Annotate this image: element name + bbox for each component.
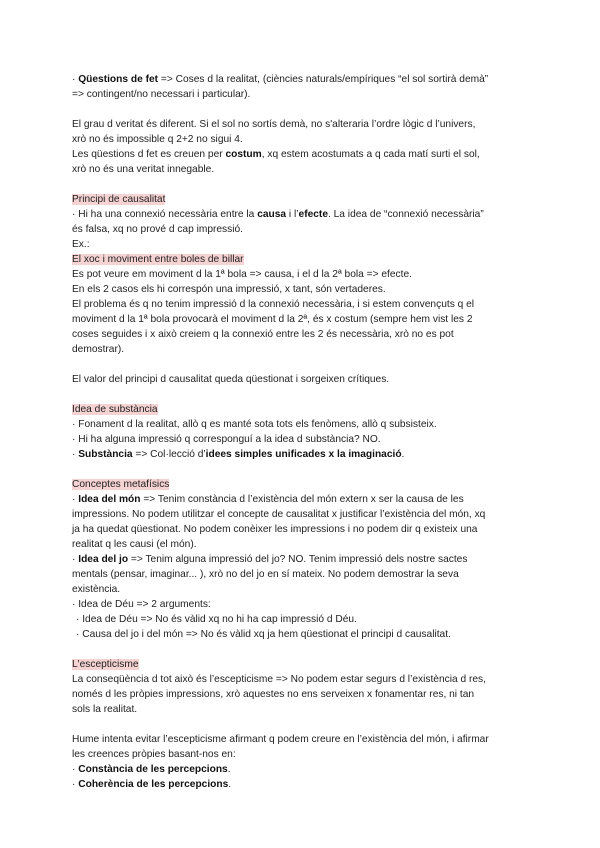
causality-line-1 bbox=[72, 207, 532, 222]
world-idea-line-1 bbox=[72, 492, 532, 507]
constancy-line bbox=[72, 762, 532, 777]
skepticism-heading-text: L'escepticisme bbox=[72, 659, 139, 670]
billiard-subheading bbox=[72, 252, 532, 267]
metaphysics-heading-text: Conceptes metafísics bbox=[72, 479, 170, 490]
substance-heading-text: Idea de substància bbox=[72, 404, 158, 415]
substance-line-2: · Hi ha alguna impressió q corresponguí a la idea d substància? NO. bbox=[72, 434, 381, 445]
cause-term: causa bbox=[257, 209, 287, 220]
causality-line-9: demostrar). bbox=[72, 344, 125, 355]
world-idea-term: Idea del món bbox=[78, 494, 141, 505]
questions-of-fact-line-1: · Qüestions de fet => Coses d la realitat, (ciències naturals/empíriques “el sol sortirà demà” bbox=[72, 74, 489, 85]
text-span: => Tenim alguna impressió del jo? NO. Tenim impressió dels nostre sactes bbox=[128, 554, 468, 565]
substance-term: Substància bbox=[78, 449, 133, 460]
text-span: · bbox=[72, 494, 79, 505]
effect-term: efecte bbox=[298, 209, 328, 220]
custom-term: costum bbox=[225, 149, 262, 160]
truth-degree-line-1: El grau d veritat és diferent. Si el sol no sortís demà, no s'alteraria l’ordre lògic d l’univers, bbox=[72, 119, 476, 130]
hume-line-1: Hume intenta evitar l’escepticisme afirmant q podem creure en l’existència del món, i afirmar bbox=[72, 734, 489, 745]
text-span: i l’ bbox=[286, 209, 299, 220]
text-span: . bbox=[401, 449, 405, 460]
questions-of-fact-line-2: => contingent/no necessari i particular). bbox=[72, 89, 251, 100]
hume-line-2: les creences pròpies basant-nos en: bbox=[72, 749, 236, 760]
self-idea-line-1 bbox=[72, 552, 532, 567]
text-span: · bbox=[72, 554, 79, 565]
causality-heading bbox=[72, 192, 532, 207]
text-span: · bbox=[72, 764, 79, 775]
text-span: . bbox=[228, 779, 232, 790]
self-idea-line-3: existència. bbox=[72, 584, 121, 595]
metaphysics-heading bbox=[72, 477, 532, 492]
text-span: Les qüestions d fet es creuen per bbox=[72, 149, 226, 160]
constancy-term: Constància de les percepcions bbox=[78, 764, 228, 775]
causality-line-2: és falsa, xq no prové d cap impressió. bbox=[72, 224, 244, 235]
causality-line-8: coses seguides i x això creiem q la connexió entre les 2 és necessària, xrò no es pot bbox=[72, 329, 454, 340]
skepticism-line-3: sols la realitat. bbox=[72, 704, 138, 715]
truth-degree-line-3 bbox=[72, 147, 532, 162]
skepticism-line-1: La conseqüència d tot això és l’escepticisme => No podem estar segurs d l’existència d res, bbox=[72, 674, 486, 685]
coherence-term: Coherència de les percepcions bbox=[78, 779, 229, 790]
god-idea-line-3: · Causa del jo i del món => No és vàlid xq ja hem qüestionat el principi d causalitat. bbox=[76, 629, 451, 640]
substance-heading bbox=[72, 402, 532, 417]
causality-conclusion: El valor del principi d causalitat queda qüestionat i sorgeixen crítiques. bbox=[72, 374, 390, 385]
causality-example-label: Ex.: bbox=[72, 239, 90, 250]
causality-line-4: Es pot veure em moviment d la 1ª bola => causa, i el d la 2ª bola => efecte. bbox=[72, 269, 412, 280]
truth-degree-line-4: xrò no és una veritat innegable. bbox=[72, 164, 215, 175]
causality-line-5: En els 2 casos els hi correspón una impressió, x tant, són vertaderes. bbox=[72, 284, 386, 295]
text-span: => Col·lecció d’ bbox=[132, 449, 206, 460]
text-span: => Tenim constància d l’existència del món extern x ser la causa de les bbox=[140, 494, 464, 505]
text-span: · bbox=[72, 449, 79, 460]
coherence-line bbox=[72, 777, 532, 792]
text-span: . bbox=[227, 764, 231, 775]
document-body bbox=[72, 72, 532, 792]
world-idea-line-2: impressions. No podem utilitzar el concepte de causalitat x justificar l’existència del món, xq bbox=[72, 509, 486, 520]
self-idea-term: Idea del jo bbox=[78, 554, 129, 565]
text-span: , xq estem acostumats a q cada matí surti el sol, bbox=[261, 149, 480, 160]
substance-line-3 bbox=[72, 447, 532, 462]
self-idea-line-2: mentals (pensar, imaginar... ), xrò no del jo en sí mateix. No podem demostrar la seva bbox=[72, 569, 459, 580]
skepticism-line-2: només d les pròpies impressions, xrò aquestes no ens serveixen x fonamentar res, ni tan bbox=[72, 689, 475, 700]
god-idea-line-1: · Idea de Déu => 2 arguments: bbox=[72, 599, 211, 610]
simple-ideas-term: idees simples unificades x la imaginació bbox=[205, 449, 402, 460]
text-span: . La idea de “connexió necessària” bbox=[327, 209, 484, 220]
truth-degree-line-2: xrò no és impossible q 2+2 no sigui 4. bbox=[72, 134, 243, 145]
questions-of-fact-definition: => Coses d la realitat, (ciències naturals/empíriques “el sol sortirà demà” bbox=[158, 74, 489, 85]
god-idea-line-2: · Idea de Déu => No és vàlid xq no hi ha cap impressió d Déu. bbox=[76, 614, 357, 625]
text-span: · Hi ha una connexió necessària entre la bbox=[72, 209, 258, 220]
skepticism-heading bbox=[72, 657, 532, 672]
questions-of-fact-term: Qüestions de fet bbox=[78, 74, 159, 85]
causality-heading-text: Principi de causalitat bbox=[72, 194, 166, 205]
causality-line-7: moviment d la 1ª bola provocarà el moviment d la 2ª, és x costum (sempre hem vist les 2 bbox=[72, 314, 473, 325]
billiard-subheading-text: El xoc i moviment entre boles de billar bbox=[72, 254, 244, 265]
text-span: · bbox=[72, 779, 79, 790]
causality-line-6: El problema és q no tenim impressió d la connexió necessària, i si estem convençuts q el bbox=[72, 299, 475, 310]
substance-line-1: · Fonament d la realitat, allò q es manté sota tots els fenòmens, allò q subsisteix. bbox=[72, 419, 437, 430]
world-idea-line-4: realitat q les causi (el món). bbox=[72, 539, 197, 550]
world-idea-line-3: ja ha quedat qüestionat. No podem conèixer les impressions i no podem dir q existeix una bbox=[72, 524, 478, 535]
